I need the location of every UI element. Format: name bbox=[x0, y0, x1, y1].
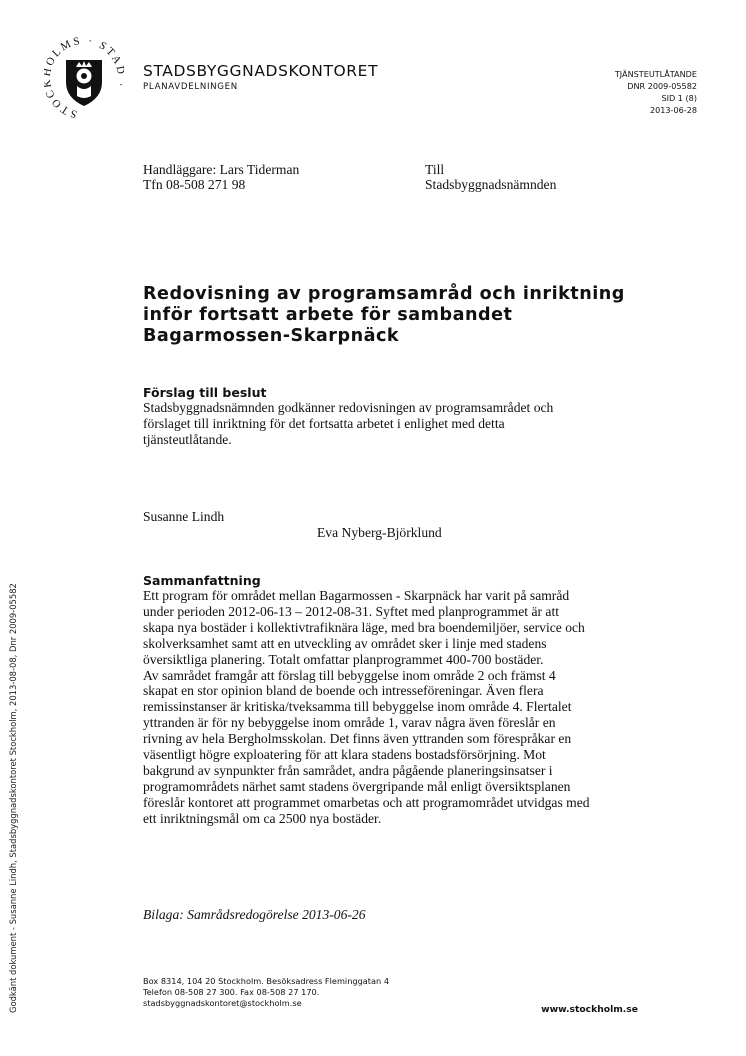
summary-line: under perioden 2012-06-13 – 2012-08-31. Syftet med planprogrammet är att bbox=[143, 603, 560, 619]
diary-number: DNR 2009-05582 bbox=[627, 81, 697, 91]
summary-line: föreslår kontoret att programmet omarbetas och att programområdet utvidgas med bbox=[143, 794, 590, 810]
signature-first: Susanne Lindh bbox=[143, 509, 225, 524]
summary-heading: Sammanfattning bbox=[143, 573, 261, 588]
summary-line: remissinstanser är kritiska/tveksamma till bebyggelse inom område 4. Flertalet bbox=[143, 699, 572, 715]
summary-line: väsentligt högre exploatering för att klara stadens bostadsförsörjning. Mot bbox=[143, 747, 546, 763]
summary-line: rivning av hela Bergholmsskolan. Det finns även yttranden som förespråkar en bbox=[143, 731, 572, 747]
recipient-block bbox=[425, 162, 556, 192]
summary-line: Av samrådet framgår att förslag till bebyggelse inom område 2 och främst 4 bbox=[143, 667, 556, 683]
summary-line: översiktliga planering. Totalt omfattar planprogrammet 400-700 bostäder. bbox=[143, 651, 544, 667]
decision-section bbox=[143, 385, 553, 448]
approval-stamp: Godkänt dokument - Susanne Lindh, Stadsbyggnadskontoret Stockholm, 2013-08-08, Dnr 2009-05582 bbox=[8, 583, 18, 1013]
attachment-note: Bilaga: Samrådsredogörelse 2013-06-26 bbox=[143, 907, 366, 922]
summary-section bbox=[143, 573, 590, 827]
footer-phone-fax: Telefon 08-508 27 300. Fax 08-508 27 170. bbox=[143, 987, 320, 998]
summary-line: skolverksamhet samt att en utveckling av området sker i linje med stadens bbox=[143, 635, 547, 651]
department-name: PLANAVDELNINGEN bbox=[143, 82, 238, 92]
title-line: Redovisning av programsamråd och inriktning bbox=[143, 284, 625, 304]
decision-heading: Förslag till beslut bbox=[143, 385, 267, 400]
footer-email[interactable]: stadsbyggnadskontoret@stockholm.se bbox=[143, 998, 302, 1009]
decision-line: tjänsteutlåtande. bbox=[143, 431, 232, 447]
footer-contact bbox=[143, 976, 389, 1010]
stockholm-crest-icon bbox=[66, 60, 102, 106]
title-line: inför fortsatt arbete för sambandet bbox=[143, 305, 513, 325]
footer-address: Box 8314, 104 20 Stockholm. Besöksadress Fleminggatan 4 bbox=[143, 976, 390, 986]
recipient-label: Till bbox=[425, 162, 445, 177]
decision-line: förslaget till inriktning för det fortsatta arbetet i enlighet med detta bbox=[143, 415, 505, 431]
handler-name: Handläggare: Lars Tiderman bbox=[143, 162, 300, 177]
recipient-name: Stadsbyggnadsnämnden bbox=[425, 177, 557, 192]
logo-ring-text: STOC OLMS · STA bbox=[44, 36, 124, 121]
summary-line: skapa nya bostäder i kollektivtrafiknära läge, med bra boendemiljöer, service och bbox=[143, 619, 585, 635]
handler-block bbox=[143, 162, 299, 192]
signature-second: Eva Nyberg-Björklund bbox=[317, 525, 442, 540]
organization-name: STADSBYGGNADSKONTORET bbox=[143, 62, 379, 80]
footer-website-link[interactable]: www.stockholm.se bbox=[541, 1004, 638, 1015]
summary-line: skapat en stor opinion bland de boende och intresseföreningar. Även flera bbox=[143, 683, 544, 699]
title-line: Bagarmossen-Skarpnäck bbox=[143, 326, 400, 346]
document-type: TJÄNSTEUTLÅTANDE bbox=[614, 69, 697, 79]
summary-line: ett inriktningsmål om ca 2500 nya bostäder. bbox=[143, 810, 382, 826]
page-number: SID 1 (8) bbox=[661, 93, 697, 103]
stockholm-stad-logo bbox=[44, 36, 124, 122]
document-date: 2013-06-28 bbox=[649, 105, 697, 115]
handler-phone: Tfn 08-508 271 98 bbox=[143, 177, 246, 192]
decision-line: Stadsbyggnadsnämnden godkänner redovisningen av programsamrådet och bbox=[143, 400, 554, 415]
document-meta bbox=[615, 68, 697, 116]
summary-line: yttranden är för ny bebyggelse inom område 1, varav några även föreslår en bbox=[143, 715, 556, 731]
summary-line: programområdets närhet samt stadens övergripande mål enligt översiktsplanen bbox=[143, 778, 571, 794]
summary-line: Ett program för området mellan Bagarmossen - Skarpnäck har varit på samråd bbox=[143, 588, 570, 603]
document-title bbox=[143, 284, 625, 347]
summary-line: bakgrund av synpunkter från samrådet, andra pågående planeringsinsatser i bbox=[143, 762, 553, 778]
